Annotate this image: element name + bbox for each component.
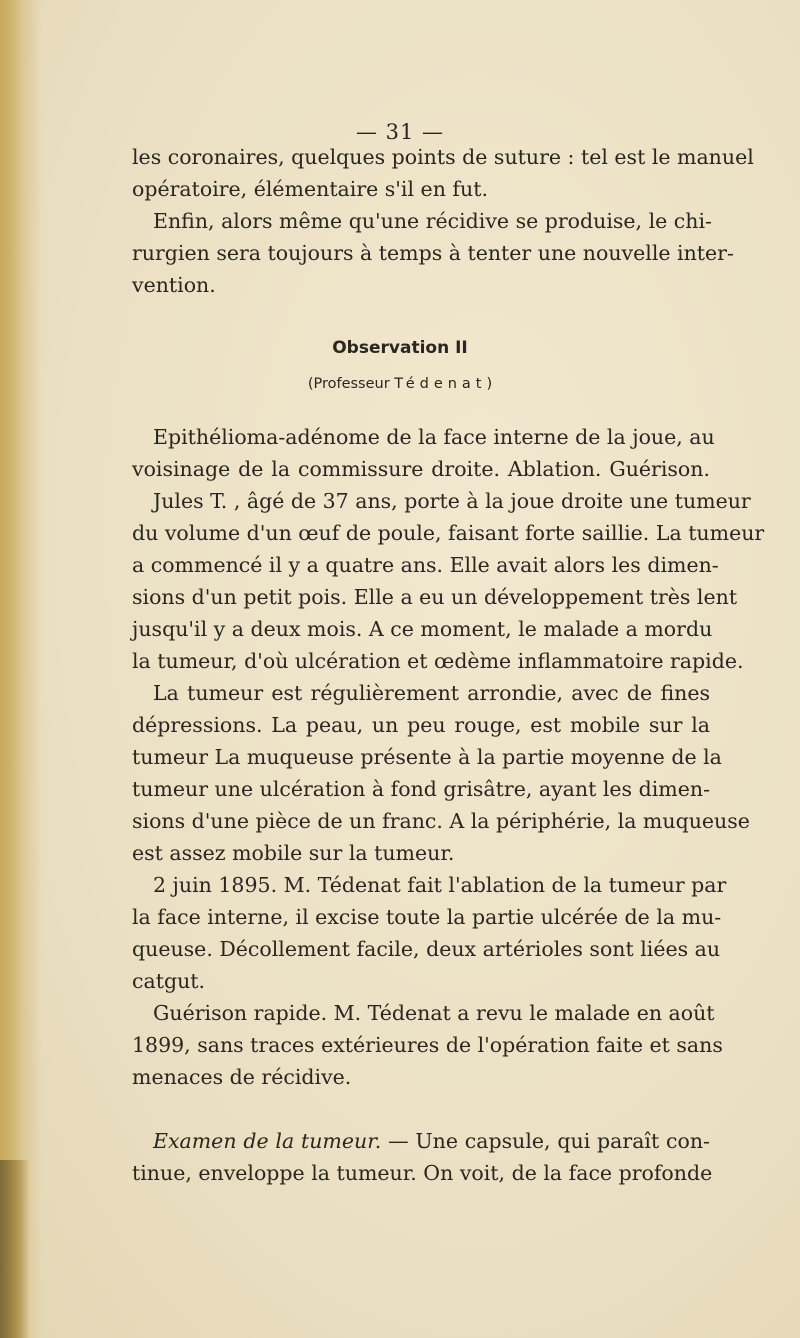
page-number: — 31 — xyxy=(355,120,445,144)
text-line: la face interne, il excise toute la partie ulcérée de la mu- xyxy=(132,905,722,929)
text-line: tumeur La muqueuse présente à la partie moyenne de la xyxy=(132,745,722,769)
text-line: La tumeur est régulièrement arrondie, avec de fines xyxy=(153,681,710,705)
text-line: Epithélioma-adénome de la face interne de la joue, au xyxy=(153,425,715,449)
professor-suffix: ) xyxy=(486,376,493,392)
text-line: tinue, enveloppe la tumeur. On voit, de la face profonde xyxy=(132,1161,713,1185)
text-line: a commencé il y a quatre ans. Elle avait alors les dimen- xyxy=(132,553,719,577)
text-line: les coronaires, quelques points de suture : tel est le manuel xyxy=(132,145,754,169)
text-line: rurgien sera toujours à temps à tenter une nouvelle inter- xyxy=(132,241,734,265)
text-line: est assez mobile sur la tumeur. xyxy=(132,841,455,865)
observation-title: Observation II xyxy=(332,338,468,358)
text-line: voisinage de la commissure droite. Ablation. Guérison. xyxy=(132,457,710,481)
text-line: sions d'un petit pois. Elle a eu un développement très lent xyxy=(132,585,738,609)
text-line: catgut. xyxy=(132,969,206,993)
text-span: — Une capsule, qui paraît con- xyxy=(381,1129,710,1153)
text-line: la tumeur, d'où ulcération et œdème inflammatoire rapide. xyxy=(132,649,744,673)
text-line: tumeur une ulcération à fond grisâtre, ayant les dimen- xyxy=(132,777,710,801)
text-line xyxy=(153,1127,710,1155)
text-line: queuse. Décollement facile, deux artérioles sont liées au xyxy=(132,937,721,961)
text-line: menaces de récidive. xyxy=(132,1065,352,1089)
text-line: Guérison rapide. M. Tédenat a revu le malade en août xyxy=(153,1001,715,1025)
text-line: 2 juin 1895. M. Tédenat fait l'ablation de la tumeur par xyxy=(153,873,727,897)
binding-shadow xyxy=(0,0,42,1338)
professor-name: Tédenat xyxy=(394,376,487,392)
text-line: du volume d'un œuf de poule, faisant forte saillie. La tumeur xyxy=(132,521,765,545)
text-line: Jules T. , âgé de 37 ans, porte à la joue droite une tumeur xyxy=(153,489,751,513)
section-lead: Examen de la tumeur. xyxy=(153,1129,382,1153)
text-line: opératoire, élémentaire s'il en fut. xyxy=(132,177,488,201)
text-line: vention. xyxy=(132,273,216,297)
text-line: sions d'une pièce de un franc. A la périphérie, la muqueuse xyxy=(132,809,750,833)
professor-prefix: (Professeur xyxy=(307,376,390,392)
text-line: dépressions. La peau, un peu rouge, est mobile sur la xyxy=(132,713,710,737)
text-line: jusqu'il y a deux mois. A ce moment, le malade a mordu xyxy=(132,617,713,641)
binding-shadow-dark xyxy=(0,1160,30,1338)
text-line: Enfin, alors même qu'une récidive se produise, le chi- xyxy=(153,209,712,233)
text-line: 1899, sans traces extérieures de l'opération faite et sans xyxy=(132,1033,723,1057)
observation-professor xyxy=(0,376,800,392)
